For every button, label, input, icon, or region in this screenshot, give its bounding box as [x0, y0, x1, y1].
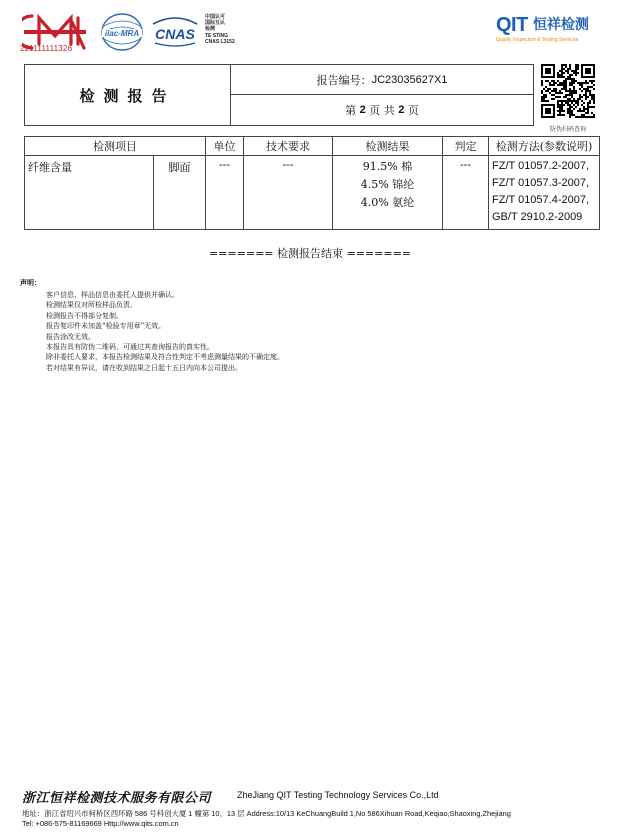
qit-logo-letters: QIT — [496, 14, 528, 36]
col-header-judgement: 判定 — [443, 137, 489, 156]
method-line: FZ/T 01057.4-2007, — [492, 194, 590, 206]
requirement-cell: --- — [244, 156, 333, 230]
cnas-text-line: 中国认可 — [205, 14, 226, 20]
ilac-mra-logo — [100, 12, 144, 52]
table-header-row — [25, 137, 600, 156]
unit-cell: --- — [206, 156, 244, 230]
method-line: FZ/T 01057.2-2007, — [492, 160, 590, 172]
page-total: 2 — [398, 104, 405, 116]
report-title-box — [24, 64, 534, 126]
qr-caption: 防伪扫码查询 — [549, 126, 586, 133]
item-cell: 纤维含量 — [25, 156, 154, 230]
page-prefix: 第 — [345, 104, 357, 117]
statement-title: 声明： — [20, 278, 41, 287]
report-end-marker: ======= 检测报告结束 ======= — [208, 247, 412, 260]
page-current: 2 — [359, 104, 366, 116]
svg-text:ilac-MRA: ilac-MRA — [104, 29, 140, 38]
report-number: JC23035627X1 — [371, 73, 448, 86]
part-cell: 脚面 — [154, 156, 206, 230]
cnas-text-line: 国际互认 — [205, 20, 226, 27]
svg-text:CNAS: CNAS — [155, 26, 195, 42]
qit-tagline: Quality Inspection & Testing Services — [496, 37, 579, 43]
judgement-cell: --- — [443, 156, 489, 230]
footer-address: 地址：浙江省绍兴市柯桥区西环路 586 号科创大厦 1 幢第 10、13 层 Address:10/13 KeChuangBuild 1,No 586Xihuan Road,Keqiao,Shaoxing,Zhejiang — [22, 809, 511, 818]
report-title: 检测报告 — [25, 65, 231, 125]
result-line: 91.5% 棉 — [362, 160, 413, 173]
col-header-requirement: 技术要求 — [244, 137, 333, 156]
page-mid: 页 共 — [369, 104, 395, 117]
cma-number: 221111111326 — [20, 44, 73, 53]
col-header-method: 检测方法(参数说明) — [489, 137, 600, 156]
statement-item: 检测结果仅对所检样品负责。 — [46, 301, 137, 310]
cnas-accreditation-text — [205, 14, 245, 45]
page-indicator — [231, 95, 533, 125]
col-header-item: 检测项目 — [25, 137, 206, 156]
cnas-text-line: TE STING — [205, 32, 229, 39]
statement-item: 本报告具有防伪二维码，可通过其查询报告的真实性。 — [46, 343, 214, 352]
result-line: 4.5% 锦纶 — [360, 178, 415, 191]
footer-contact: Tel: +086-575-81169669 Http://www.qits.com.cn — [22, 819, 179, 828]
statement-list — [46, 290, 284, 373]
qr-code[interactable] — [541, 64, 595, 118]
cnas-text-line: CNAS L3152 — [205, 38, 235, 45]
method-line: FZ/T 01057.3-2007, — [492, 177, 590, 189]
result-line: 4.0% 氨纶 — [360, 196, 415, 209]
report-number-row — [231, 65, 533, 95]
statement-item: 若对结果有异议，请在收到结果之日起十五日内向本公司提出。 — [46, 363, 242, 372]
footer-company-en: ZheJiang QIT Testing Technology Services Co.,Ltd — [237, 790, 439, 800]
statement-item: 检测报告不得部分复制。 — [46, 311, 123, 320]
footer-company-cn: 浙江恒祥检测技术服务有限公司 — [22, 791, 212, 806]
statement-item: 客户信息、样品信息由委托人提供并确认。 — [46, 291, 179, 299]
cnas-text-line: 检测 — [205, 26, 216, 33]
statement-item: 报告涂改无效。 — [46, 332, 95, 341]
col-header-unit: 单位 — [206, 137, 244, 156]
col-header-result: 检测结果 — [333, 137, 443, 156]
results-table — [24, 136, 600, 230]
result-cell — [333, 156, 443, 230]
report-number-label: 报告编号： — [316, 73, 372, 87]
method-line: GB/T 2910.2-2009 — [492, 211, 583, 223]
method-cell — [489, 156, 600, 230]
qit-logo-chinese: 恒祥检测 — [532, 17, 589, 33]
table-row — [25, 156, 600, 230]
page-suffix: 页 — [407, 104, 419, 117]
statement-item: 报告复印件未加盖“检验专用章”无效。 — [46, 322, 166, 331]
statement-item: 除非委托人要求，本报告检测结果及符合性判定不考虑测量结果的不确定度。 — [46, 353, 284, 362]
cnas-logo — [149, 16, 201, 48]
